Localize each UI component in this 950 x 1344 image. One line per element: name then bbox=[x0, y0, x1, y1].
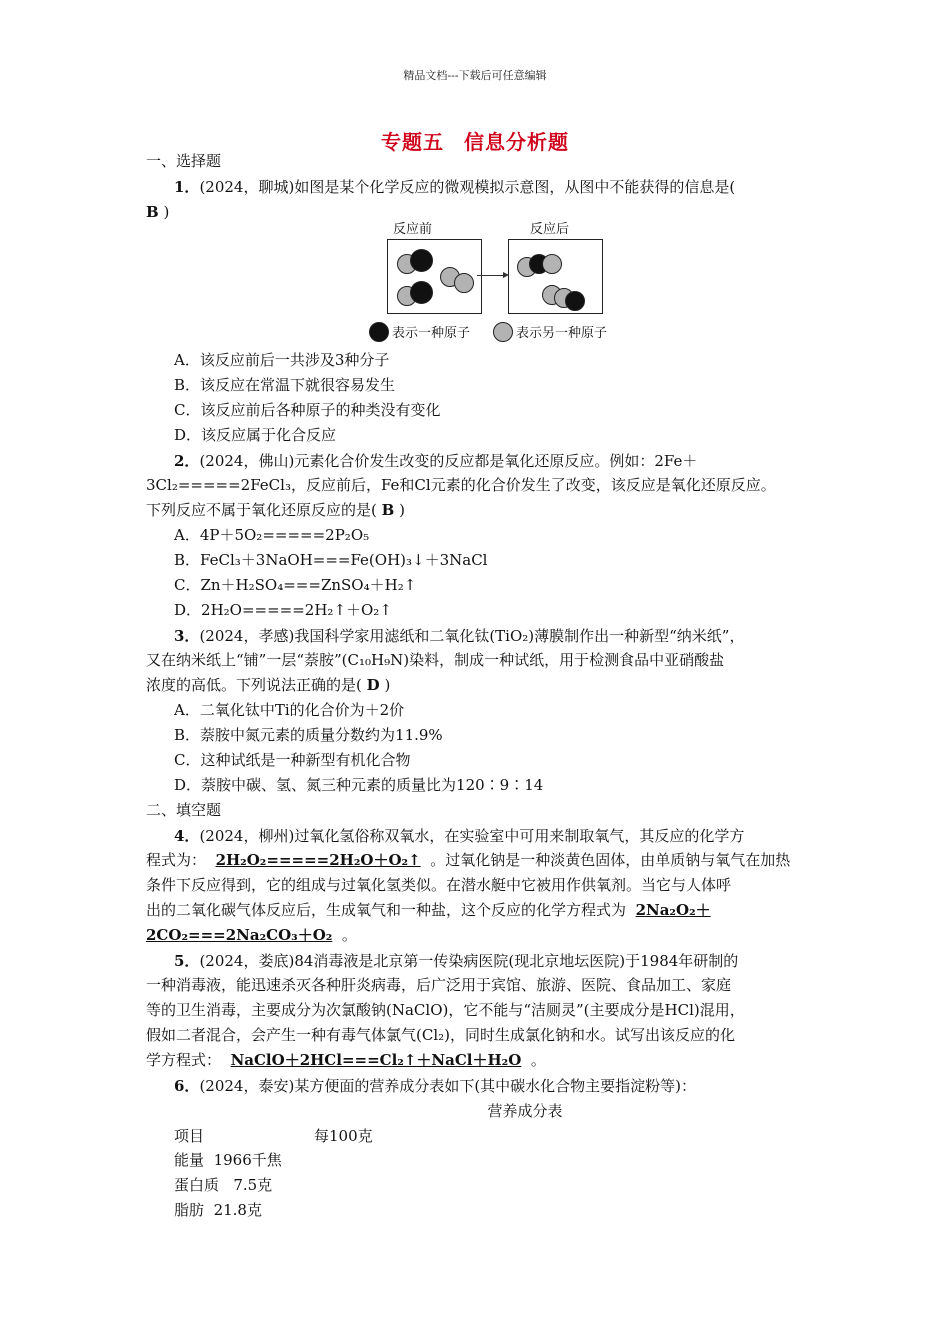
q3-line1 bbox=[174, 626, 744, 646]
q5-text1: (2024，娄底)84消毒液是北京第一传染病医院(现北京地坛医院)于1984年研制的 bbox=[199, 952, 739, 970]
q4-text2-post: 。过氧化钠是一种淡黄色固体，由单质钠与氧气在加热 bbox=[430, 851, 791, 869]
q5-line3: 等的卫生消毒，主要成分为次氯酸钠(NaClO)，它不能与“洁厕灵”(主要成分是HCl)混用， bbox=[146, 1001, 745, 1019]
q1-option-d: D．该反应属于化合反应 bbox=[174, 426, 337, 444]
q1-text: (2024，聊城)如图是某个化学反应的微观模拟示意图，从图中不能获得的信息是( bbox=[199, 178, 736, 196]
q3-line2: 又在纳米纸上“铺”一层“萘胺”(C₁₀H₉N)染料，制成一种试纸，用于检测食品中亚硝酸盐 bbox=[146, 651, 725, 669]
reaction-diagram bbox=[365, 218, 625, 348]
q2-line3 bbox=[146, 500, 405, 520]
legend-black-atom bbox=[369, 322, 389, 342]
black-atom bbox=[565, 291, 585, 311]
grey-atom bbox=[542, 254, 562, 274]
arrow-icon bbox=[477, 275, 507, 276]
q5-text5: 学方程式： bbox=[146, 1051, 222, 1069]
page-title bbox=[0, 126, 950, 155]
q5-number: 5． bbox=[174, 952, 200, 970]
legend-grey-label: 表示另一种原子 bbox=[516, 326, 608, 341]
q3-answer: D bbox=[366, 676, 380, 694]
q1-option-a: A．该反应前后一共涉及3种分子 bbox=[174, 351, 390, 369]
q2-number: 2． bbox=[174, 452, 200, 470]
grey-atom bbox=[454, 273, 474, 293]
q2-option-d: D．2H₂O=====2H₂↑＋O₂↑ bbox=[174, 601, 392, 619]
section-choice: 一、选择题 bbox=[146, 152, 222, 170]
label-after: 反应后 bbox=[530, 222, 570, 237]
q2-option-c: C．Zn＋H₂SO₄===ZnSO₄＋H₂↑ bbox=[174, 576, 417, 594]
q3-line3 bbox=[146, 675, 390, 695]
q1-number: 1． bbox=[174, 178, 200, 196]
title-topic: 专题五 bbox=[381, 130, 444, 154]
legend-black-label: 表示一种原子 bbox=[392, 326, 471, 341]
q4-answer2a: 2Na₂O₂＋ bbox=[635, 901, 711, 919]
table-row bbox=[174, 1150, 282, 1170]
q4-line3: 条件下反应得到，它的组成与过氧化氢类似。在潜水艇中它被用作供氧剂。当它与人体呼 bbox=[146, 876, 732, 894]
q5-line5 bbox=[146, 1050, 546, 1070]
q1-option-c: C．该反应前后各种原子的种类没有变化 bbox=[174, 401, 441, 419]
table-cell-value: 7.5克 bbox=[233, 1176, 273, 1194]
q2-answer: B bbox=[381, 501, 395, 519]
q2-close: ) bbox=[399, 501, 405, 519]
q1-answer: B bbox=[146, 203, 159, 221]
q5-line4: 假如二者混合，会产生一种有毒气体氯气(Cl₂)，同时生成氯化钠和水。试写出该反应的化 bbox=[146, 1026, 735, 1044]
q2-line1 bbox=[174, 451, 697, 471]
table-row bbox=[174, 1200, 262, 1220]
q6-line1 bbox=[174, 1076, 696, 1096]
q4-line2 bbox=[146, 850, 790, 870]
page-header: 精品文档---下载后可任意编辑 bbox=[403, 69, 547, 82]
q4-text1: (2024，柳州)过氧化氢俗称双氧水，在实验室中可用来制取氧气，其反应的化学方 bbox=[199, 827, 745, 845]
q2-option-a: A．4P＋5O₂=====2P₂O₅ bbox=[174, 526, 370, 544]
q2-text1: (2024，佛山)元素化合价发生改变的反应都是氧化还原反应。例如：2Fe＋ bbox=[199, 452, 698, 470]
before-box bbox=[387, 239, 482, 314]
table-cell-item: 项目 bbox=[174, 1127, 205, 1145]
black-atom bbox=[410, 249, 433, 272]
table-cell-value: 1966千焦 bbox=[213, 1151, 282, 1169]
q6-number: 6． bbox=[174, 1077, 200, 1095]
label-before: 反应前 bbox=[393, 222, 433, 237]
table-row bbox=[174, 1175, 272, 1195]
after-box bbox=[508, 239, 603, 314]
q4-text4: 出的二氧化碳气体反应后，生成氧气和一种盐，这个反应的化学方程式为 bbox=[146, 901, 627, 919]
q1-close: ) bbox=[163, 203, 170, 221]
q3-number: 3． bbox=[174, 627, 200, 645]
black-atom bbox=[410, 281, 433, 304]
q3-option-d: D．萘胺中碳、氢、氮三种元素的质量比为120∶9∶14 bbox=[174, 776, 544, 794]
title-name: 信息分析题 bbox=[464, 130, 569, 154]
q4-line5 bbox=[146, 925, 357, 945]
q5-line1 bbox=[174, 951, 738, 971]
nutrition-table-title: 营养成分表 bbox=[487, 1102, 563, 1120]
q1-stem bbox=[174, 177, 735, 197]
q5-line2: 一种消毒液，能迅速杀灭各种肝炎病毒，后广泛用于宾馆、旅游、医院、食品加工、家庭 bbox=[146, 976, 732, 994]
q6-text1: (2024，泰安)某方便面的营养成分表如下(其中碳水化合物主要指淀粉等)： bbox=[199, 1077, 697, 1095]
q1-option-b: B．该反应在常温下就很容易发生 bbox=[174, 376, 396, 394]
q5-answer: NaClO＋2HCl===Cl₂↑＋NaCl＋H₂O bbox=[230, 1051, 522, 1069]
q5-text5-post: 。 bbox=[530, 1051, 546, 1069]
legend-grey-atom bbox=[493, 322, 513, 342]
q4-number: 4． bbox=[174, 827, 200, 845]
q3-option-c: C．这种试纸是一种新型有机化合物 bbox=[174, 751, 411, 769]
q3-option-b: B．萘胺中氮元素的质量分数约为11.9% bbox=[174, 726, 443, 744]
q4-text5-post: 。 bbox=[341, 926, 357, 944]
table-cell-item: 蛋白质 bbox=[174, 1176, 220, 1194]
q4-line4 bbox=[146, 900, 711, 920]
q2-option-b: B．FeCl₃＋3NaOH===Fe(OH)₃↓＋3NaCl bbox=[174, 551, 488, 569]
q2-line2: 3Cl₂=====2FeCl₃，反应前后，Fe和Cl元素的化合价发生了改变，该反应是氧化还原反应。 bbox=[146, 476, 776, 494]
table-row bbox=[174, 1126, 373, 1146]
table-cell-value: 每100克 bbox=[314, 1127, 373, 1145]
q1-answer-line bbox=[146, 202, 169, 222]
q4-line1 bbox=[174, 826, 744, 846]
table-cell-item: 脂肪 bbox=[174, 1201, 205, 1219]
table-cell-item: 能量 bbox=[174, 1151, 205, 1169]
q3-text3: 浓度的高低。下列说法正确的是( bbox=[146, 676, 362, 694]
q4-answer1: 2H₂O₂=====2H₂O＋O₂↑ bbox=[215, 851, 421, 869]
q3-option-a: A．二氧化钛中Ti的化合价为＋2价 bbox=[174, 701, 405, 719]
q4-answer2b: 2CO₂===2Na₂CO₃＋O₂ bbox=[146, 926, 333, 944]
table-cell-value: 21.8克 bbox=[213, 1201, 262, 1219]
q3-close: ) bbox=[384, 676, 391, 694]
q4-text2: 程式为： bbox=[146, 851, 207, 869]
q2-text3: 下列反应不属于氧化还原反应的是( bbox=[146, 501, 377, 519]
section-fill: 二、填空题 bbox=[146, 801, 222, 819]
q3-text1: (2024，孝感)我国科学家用滤纸和二氧化钛(TiO₂)薄膜制作出一种新型“纳米纸”， bbox=[199, 627, 745, 645]
